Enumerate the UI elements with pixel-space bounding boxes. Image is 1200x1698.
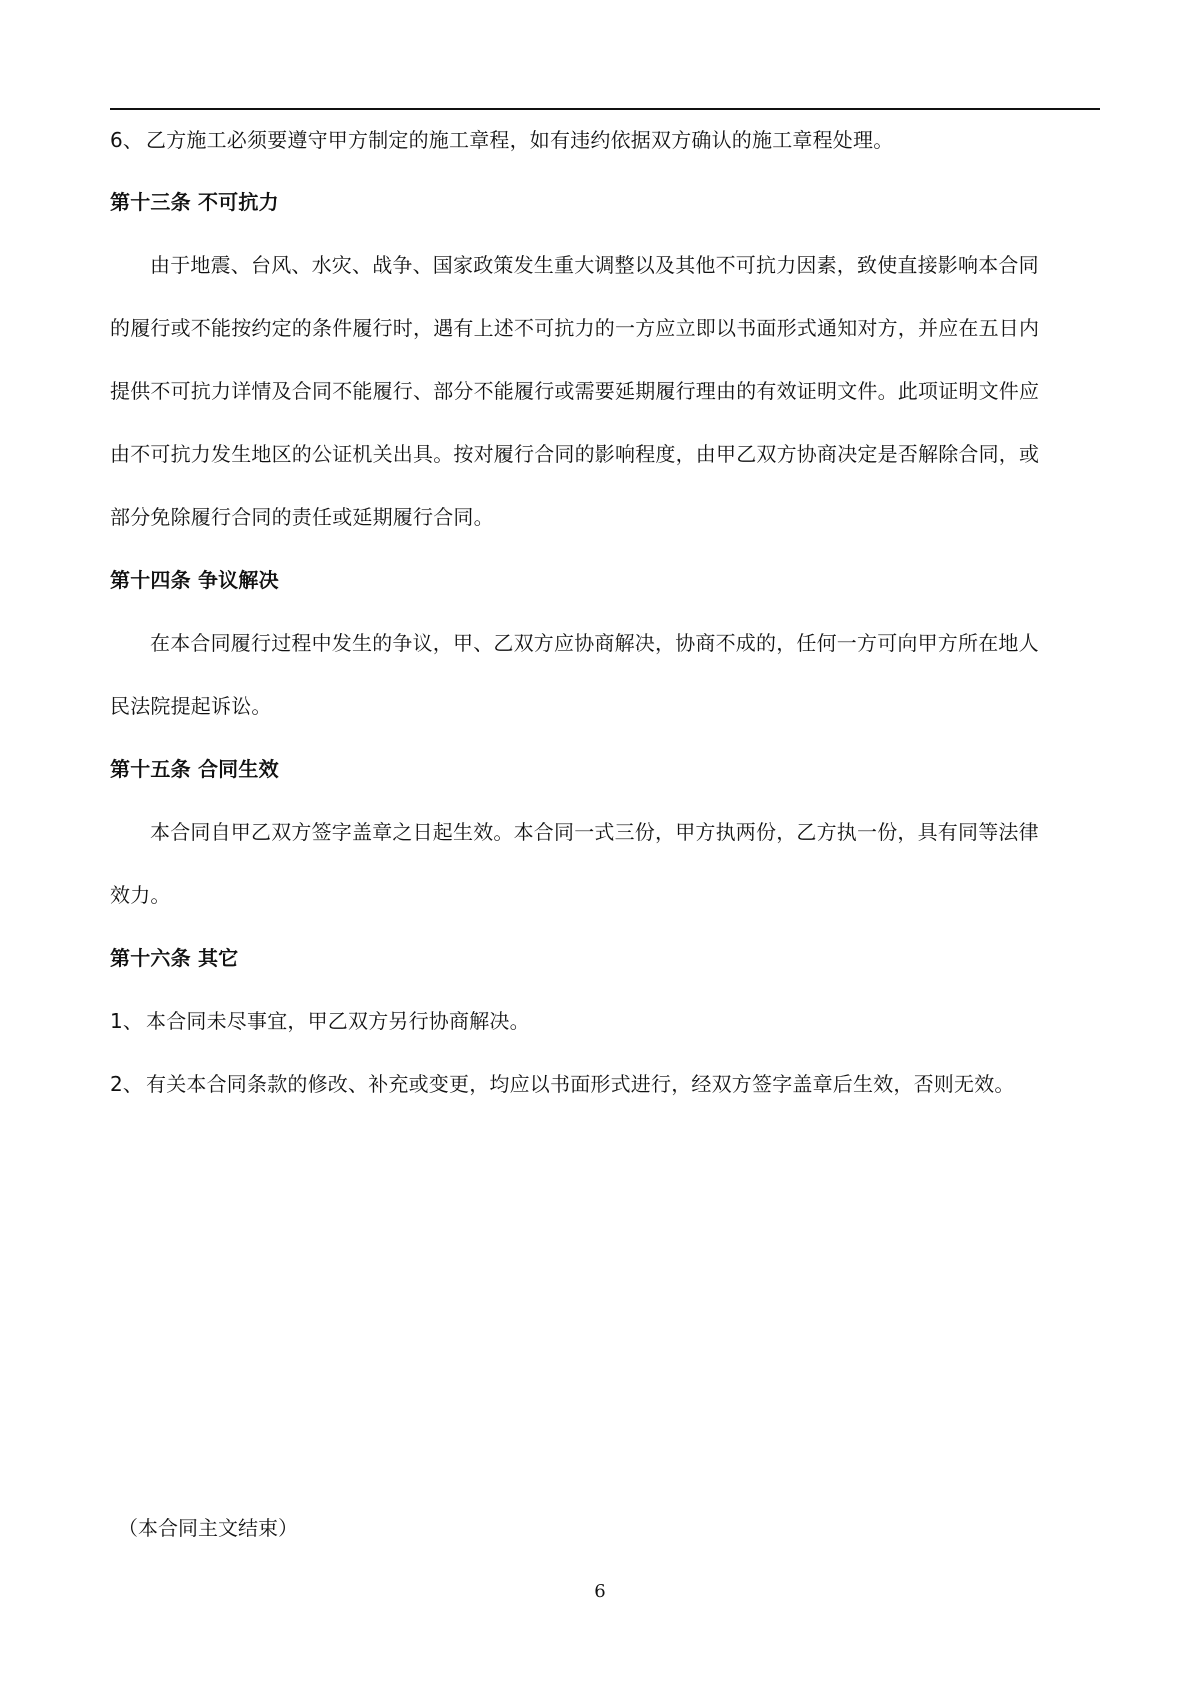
article-14-line-2: 民法院提起诉讼。: [110, 694, 272, 718]
header-rule: [110, 108, 1100, 110]
article-15-line-2: 效力。: [110, 883, 171, 907]
list-number: 1、: [110, 1009, 144, 1033]
list-text: 本合同未尽事宜，甲乙双方另行协商解决。: [146, 1009, 530, 1033]
article-13-line-1: 由于地震、台风、水灾、战争、国家政策发生重大调整以及其他不可抗力因素，致使直接影响本合同: [150, 253, 1039, 277]
article-14-line-1: 在本合同履行过程中发生的争议，甲、乙双方应协商解决，协商不成的，任何一方可向甲方所在地人: [150, 631, 1039, 655]
article-13-heading: 第十三条 不可抗力: [110, 190, 279, 214]
article-14-heading: 第十四条 争议解决: [110, 568, 279, 592]
list-number: 6、: [110, 128, 144, 152]
article-13-line-5: 部分免除履行合同的责任或延期履行合同。: [110, 505, 494, 529]
article-13-line-3: 提供不可抗力详情及合同不能履行、部分不能履行或需要延期履行理由的有效证明文件。此项证明文件应: [110, 379, 1040, 403]
list-item-2: [110, 1070, 1105, 1098]
list-item-6: [110, 126, 1105, 154]
list-text: 乙方施工必须要遵守甲方制定的施工章程，如有违约依据双方确认的施工章程处理。: [146, 128, 894, 152]
article-13-line-2: 的履行或不能按约定的条件履行时，遇有上述不可抗力的一方应立即以书面形式通知对方，并应在五日内: [110, 316, 1040, 340]
article-16-heading: 第十六条 其它: [110, 946, 239, 970]
list-text: 有关本合同条款的修改、补充或变更，均应以书面形式进行，经双方签字盖章后生效，否则无效。: [146, 1072, 1015, 1096]
article-15-heading: 第十五条 合同生效: [110, 757, 279, 781]
list-number: 2、: [110, 1072, 144, 1096]
page-number: 6: [594, 1581, 606, 1602]
article-13-line-4: 由不可抗力发生地区的公证机关出具。按对履行合同的影响程度，由甲乙双方协商决定是否解除合同，或: [110, 442, 1040, 466]
list-item-1: [110, 1007, 1105, 1035]
article-15-line-1: 本合同自甲乙双方签字盖章之日起生效。本合同一式三份，甲方执两份，乙方执一份，具有同等法律: [150, 820, 1039, 844]
end-note: （本合同主文结束）: [118, 1516, 298, 1540]
